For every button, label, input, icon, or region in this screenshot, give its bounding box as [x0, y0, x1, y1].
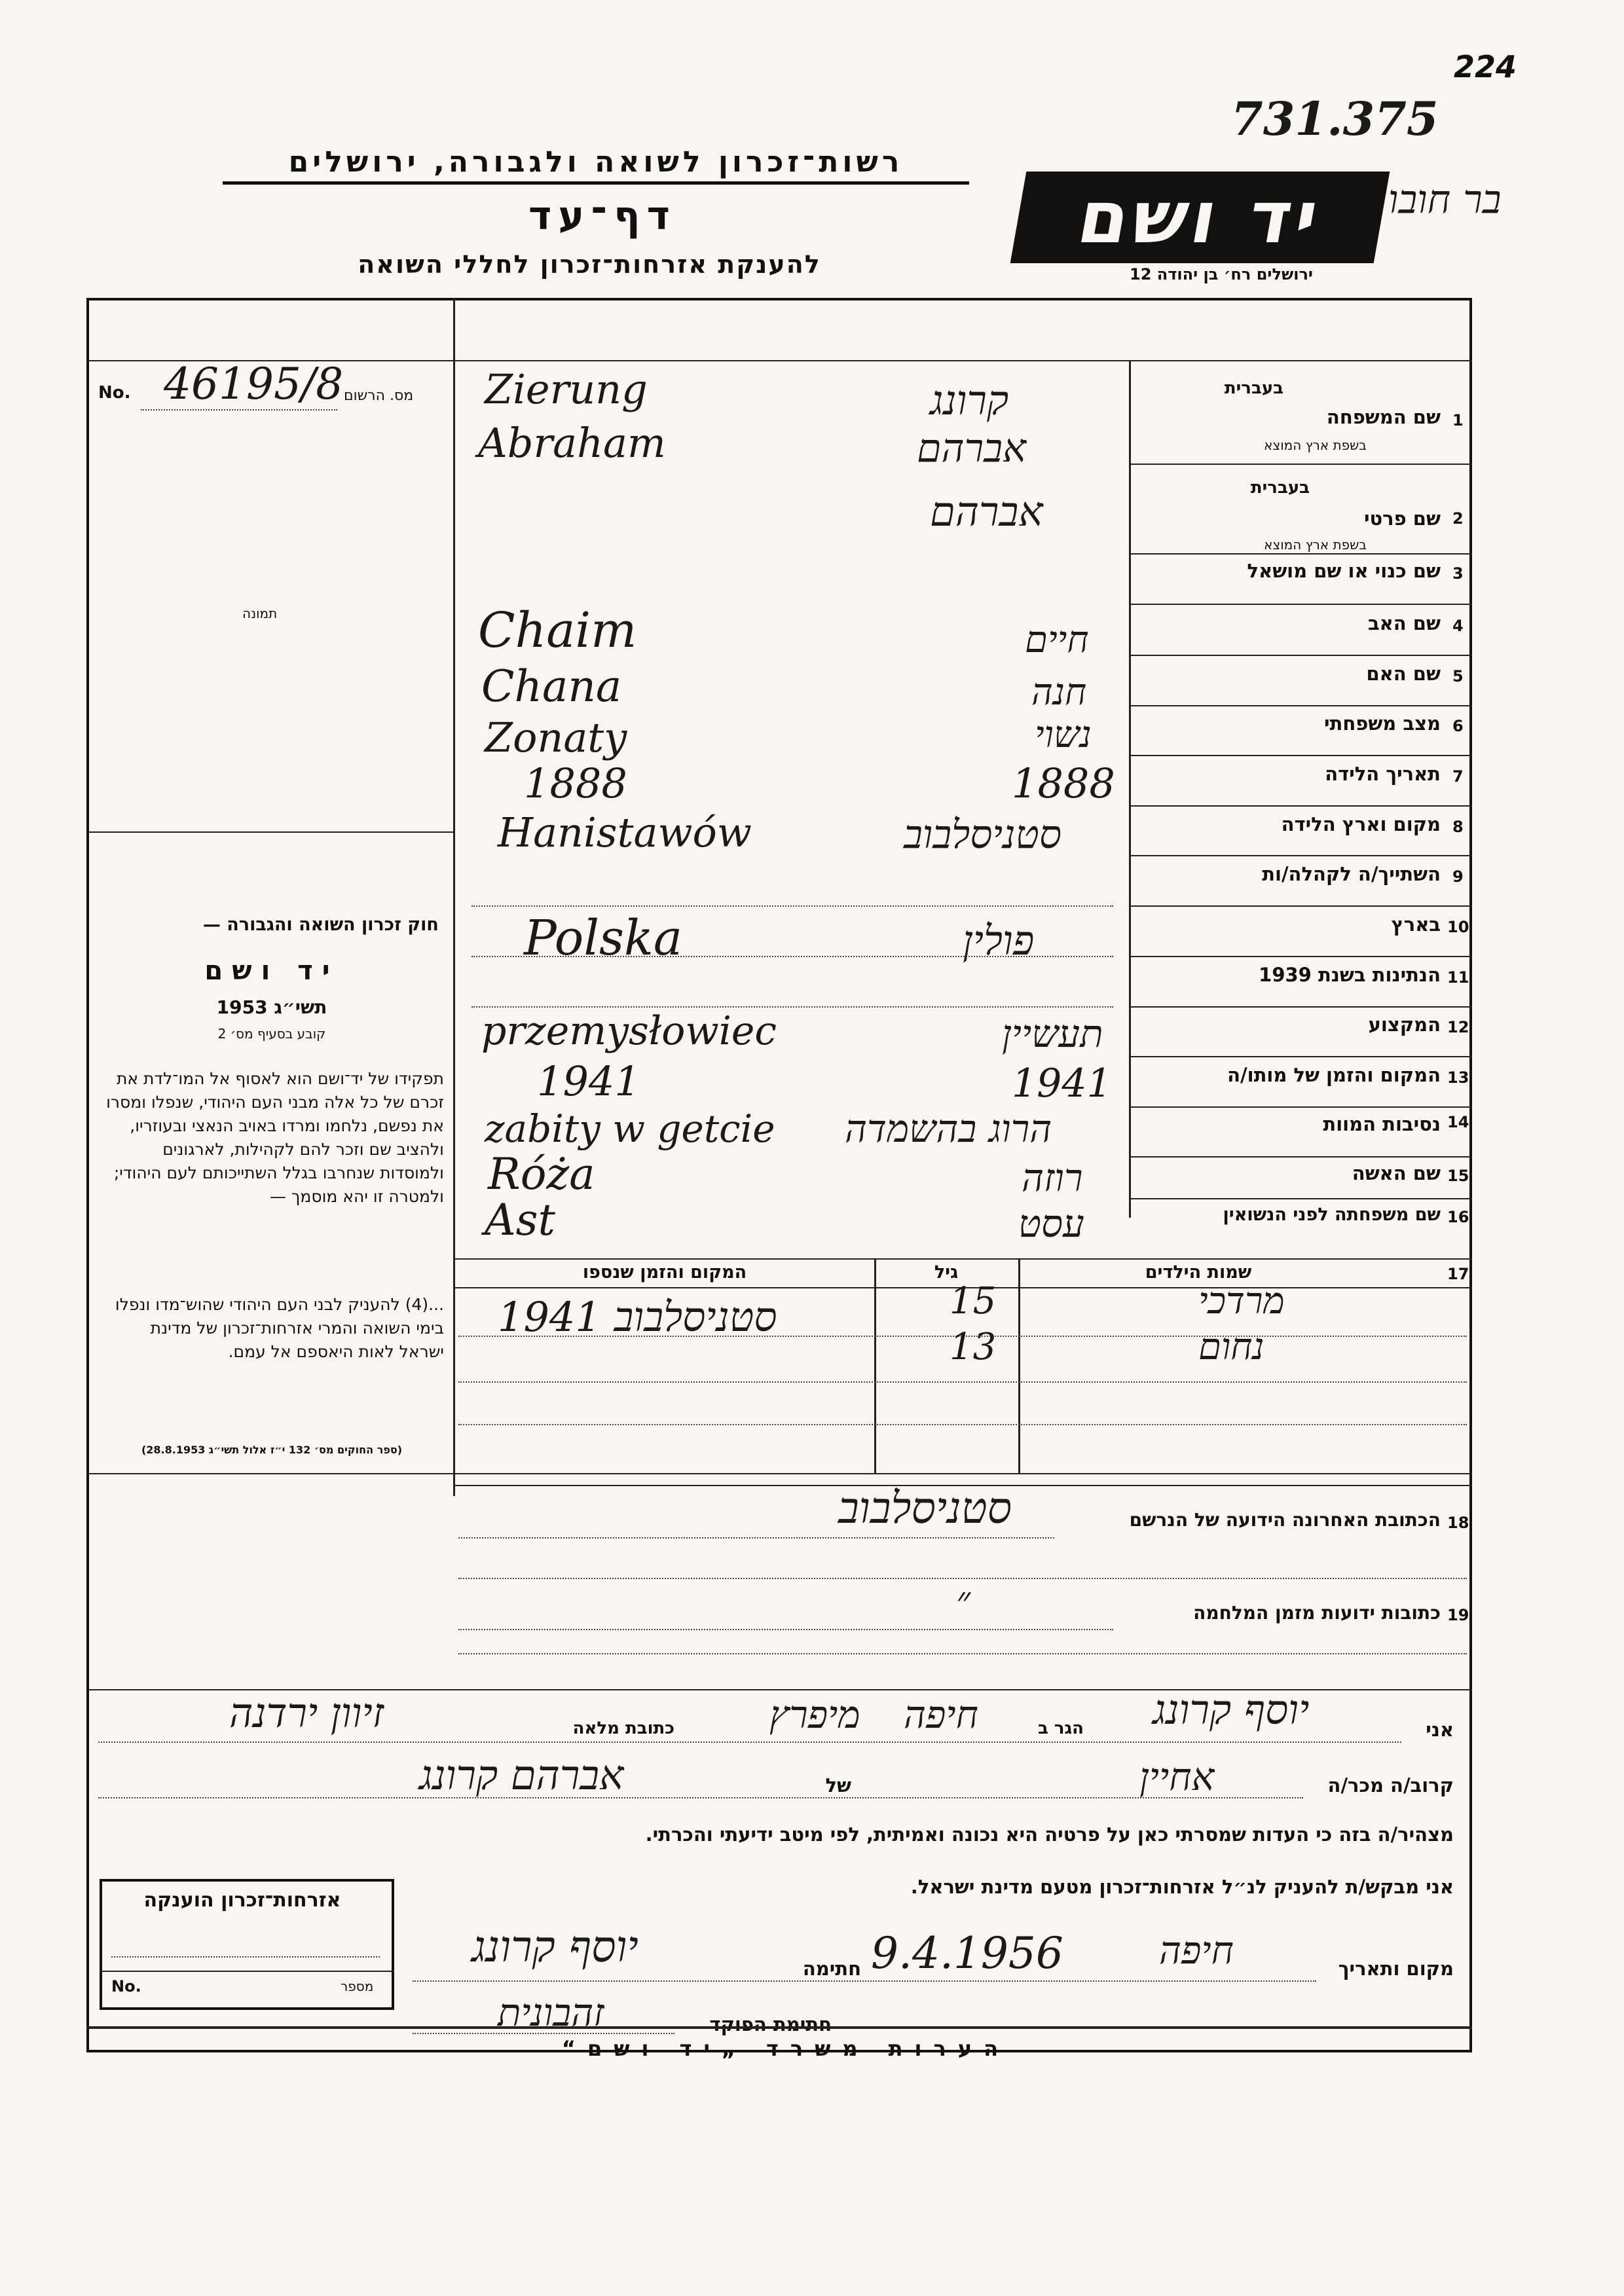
row-rule [1129, 705, 1472, 706]
label-origin-lang-2: בשפת ארץ המוצא [1264, 537, 1367, 553]
marital-hebrew: נשוי [1035, 714, 1092, 756]
circumstances-hebrew: הרוג בהשמדה [845, 1106, 1052, 1151]
row-number: 1 [1452, 411, 1464, 429]
decl-name-value: יוסף קרונג [1153, 1686, 1310, 1734]
row-number: 11 [1447, 968, 1469, 987]
circumstances-latin: zabity w getcie [485, 1106, 775, 1151]
fill-line [98, 1741, 1401, 1743]
law-org: יד ושם [204, 956, 339, 986]
fill-line [471, 905, 1113, 907]
birth-place-hebrew: סטניסלבוב [904, 812, 1061, 858]
law-body: תפקידו של יד־ושם הוא לאסוף אל המו־לדת את זכרם של כל אלה מבני העם היהודי, שנפלו ומסרו את נפשם, נלחמו ומרדו באויב הנאצי ובעוזריו, ולהציב שם וזכר להם לקהילות, לארגונים ולמוסדות שנחרבו בגלל השתייכותם לעם היהודי; ולמטרה זו יהא מוסמך — [106, 1069, 444, 1206]
label-father-name: שם האב [1367, 612, 1441, 634]
label-profession: המקצוע [1368, 1013, 1441, 1036]
label-death-circumstances: נסיבות המוות [1323, 1113, 1441, 1135]
first-name-hebrew-2: אברהם [930, 488, 1043, 536]
decl-relative: קרוב/ה מכר/ה [1327, 1774, 1454, 1796]
citizenship-title: אזרחות־זכרון הוענקה [143, 1889, 341, 1912]
reg-no-label: No. [98, 383, 131, 403]
row-number: 19 [1447, 1606, 1469, 1624]
photo-label: תמונה [242, 606, 278, 621]
fill-line [413, 1980, 1316, 1982]
row-rule [1129, 855, 1472, 856]
decl-dweller: הגר ב [1037, 1719, 1084, 1738]
decl-city-value: חיפה [904, 1692, 978, 1737]
profession-hebrew: תעשיין [1002, 1011, 1103, 1056]
label-in-country: בארץ [1391, 913, 1441, 936]
row-number: 16 [1447, 1208, 1469, 1226]
profession-latin: przemysłowiec [481, 1008, 777, 1054]
citizenship-rule [100, 1971, 394, 1972]
row-rule [1129, 1198, 1472, 1199]
label-family-name: שם המשפחה [1326, 406, 1441, 428]
children-col-divider [1018, 1258, 1020, 1473]
row-rule [1129, 1156, 1472, 1157]
citizenship-number-label: מספר [341, 1978, 374, 1994]
law-clause4: ...(4) להעניק לבני העם היהודי שהוש־מדו ונפלו בימי השואה והמרי אזרחות־זכרון של מדינת ישראל לאות היאספם אל עמם. [115, 1295, 444, 1361]
label-mother-name: שם האם [1366, 663, 1441, 685]
row-number: 2 [1452, 509, 1464, 528]
row-rule [1129, 655, 1472, 656]
decl-affirm: מצהיר/ה בזה כי העדות שמסרתי כאן על פרטיה היא נכונה ואמיתית, לפי מיטב ידיעתי והכרתי. [645, 1823, 1454, 1846]
child-name: מרדכי [1198, 1280, 1285, 1322]
row-rule [1129, 956, 1472, 957]
corner-number: 224 [1454, 49, 1517, 84]
country-hebrew: פולין [963, 917, 1035, 964]
fill-line [458, 1653, 1467, 1654]
form-title: דף־עד [528, 193, 676, 239]
row-number: 7 [1452, 767, 1464, 786]
fill-line [458, 1629, 1113, 1630]
death-latin: 1941 [537, 1057, 640, 1105]
row-number: 4 [1452, 617, 1464, 635]
row-number: 9 [1452, 867, 1464, 886]
child-name: נחום [1198, 1326, 1264, 1368]
org-name: רשות־זכרון לשואה ולגבורה, ירושלים [223, 145, 969, 185]
reg-label: מס. הרשום [344, 388, 414, 404]
last-address-value: סטניסלבוב [838, 1483, 1012, 1533]
row-number: 14 [1447, 1113, 1469, 1131]
row-number: 12 [1447, 1018, 1469, 1036]
row-number: 15 [1447, 1167, 1469, 1185]
row-number: 3 [1452, 564, 1464, 583]
row-rule [1129, 604, 1472, 605]
row-rule [454, 1258, 1472, 1260]
first-name-hebrew: אברהם [917, 426, 1026, 471]
margin-note: בר חובו [1388, 177, 1502, 223]
row-number: 17 [1447, 1265, 1469, 1283]
label-residence-1939: הנתינות בשנת 1939 [1259, 964, 1441, 986]
first-name-latin: Abraham [478, 419, 666, 467]
photo-bottom-rule [86, 831, 454, 833]
birth-date-hebrew: 1888 [1012, 759, 1115, 807]
law-clause: קובע בסעיף מס׳ 2 [217, 1026, 326, 1042]
birth-date-latin: 1888 [524, 759, 627, 807]
address: ירושלים רח׳ בן יהודה 12 [1130, 265, 1313, 283]
decl-full-address-value: זיוון ירדנה [229, 1689, 384, 1737]
reg-dots [141, 409, 337, 410]
decl-relative-of-value: אברהם קרונג [419, 1751, 624, 1799]
row-number: 18 [1447, 1514, 1469, 1532]
maiden-hebrew: עסט [1018, 1201, 1084, 1246]
death-hebrew: 1941 [1012, 1061, 1112, 1106]
maiden-latin: Ast [485, 1195, 556, 1245]
label-war-addresses: כתובות ידועות מזמן המלחמה [1193, 1602, 1441, 1624]
law-year: תשי״ג 1953 [216, 996, 327, 1018]
decl-place-date-label: מקום ותאריך [1338, 1958, 1454, 1980]
label-in-hebrew-2: בעברית [1250, 478, 1310, 498]
label-birth-date: תאריך הלידה [1325, 763, 1441, 785]
label-nickname: שם כנוי או שם מושאל [1247, 560, 1441, 582]
row-rule [1129, 464, 1472, 465]
row-rule [1129, 805, 1472, 807]
decl-ani: אני [1426, 1719, 1454, 1741]
label-first-name: שם פרטי [1363, 507, 1441, 530]
child-age: 15 [950, 1280, 997, 1322]
mother-name-hebrew: חנה [1031, 671, 1087, 714]
row-number: 10 [1447, 918, 1469, 936]
children-place-header: המקום והזמן שנספו [582, 1262, 747, 1283]
law-bottom-rule [86, 1473, 1472, 1474]
family-name-latin: Zierung [485, 365, 648, 413]
decl-date-value: 9.4.1956 [871, 1928, 1063, 1978]
fill-line [111, 1956, 380, 1958]
label-community: השתייך/ה לקהלה/ות [1262, 863, 1441, 885]
decl-address-value: מיפרץ [769, 1692, 860, 1737]
decl-place-value: חיפה [1159, 1928, 1234, 1973]
wife-hebrew: רוזה [1022, 1156, 1083, 1200]
form-subtitle: להענקת אזרחות־זכרון לחללי השואה [358, 250, 821, 279]
footer-remarks: הערות משרד „יד ושם“ [561, 2036, 1010, 2061]
label-column-divider [1129, 360, 1131, 1218]
row-number: 8 [1452, 818, 1464, 836]
fill-line [98, 1797, 1303, 1798]
yad-vashem-logo: יד ושם [1010, 172, 1390, 263]
father-name-latin: Chaim [478, 602, 637, 659]
law-source: (ספר החוקים מס׳ 132 י״ז אלול תשי״ג 28.8.1953) [141, 1444, 403, 1456]
row-rule [1129, 755, 1472, 756]
label-in-hebrew-1: בעברית [1224, 378, 1283, 398]
fill-line [471, 1006, 1113, 1008]
footer-rule [86, 2026, 1472, 2029]
stamp-number: 731.375 [1231, 92, 1439, 146]
child-place-time: 1941 סטניסלבוב [498, 1293, 777, 1341]
country-latin: Polska [524, 910, 682, 966]
row-rule [1129, 1106, 1472, 1108]
row-number: 6 [1452, 717, 1464, 735]
decl-signature-value: יוסף קרונג [471, 1922, 638, 1972]
label-death-place-time: המקום והזמן של מותו/ה [1227, 1064, 1441, 1086]
children-age-header: גיל [934, 1262, 959, 1283]
family-name-hebrew: קרונג [930, 376, 1009, 424]
label-origin-lang-1: בשפת ארץ המוצא [1264, 437, 1367, 453]
fill-line [413, 2033, 674, 2034]
row-rule [1129, 553, 1472, 555]
children-names-header: שמות הילדים [1145, 1262, 1252, 1283]
children-row-line [458, 1424, 1467, 1425]
war-addresses-value: ״ [956, 1578, 971, 1622]
decl-officer-label: חתימת הפוקד [709, 2013, 832, 2035]
child-age: 13 [950, 1326, 997, 1368]
decl-of: של [825, 1774, 851, 1796]
decl-officer-value: זהבונית [498, 1990, 604, 2035]
wife-latin: Róża [488, 1149, 595, 1199]
law-title: חוק זכרון השואה והגבורה — [202, 915, 439, 935]
label-birth-place: מקום וארץ הלידה [1281, 813, 1441, 835]
label-last-address: הכתובת האחרונה הידועה של הנרשם [1129, 1509, 1441, 1531]
decl-signature-label: חתימה [802, 1958, 861, 1980]
row-rule [1129, 1006, 1472, 1008]
decl-request: אני מבקש/ת להעניק לנ״ל אזרחות־זכרון מטעם מדינת ישראל. [910, 1876, 1454, 1898]
decl-relation-value: אחיין [1139, 1755, 1215, 1799]
label-wife-name: שם האשה [1352, 1162, 1441, 1184]
row-rule [1129, 905, 1472, 907]
fill-line [458, 1537, 1054, 1539]
row-rule [1129, 1056, 1472, 1057]
label-marital-status: מצב משפחתי [1323, 712, 1441, 735]
marital-latin: Zonaty [485, 714, 627, 761]
row-number: 5 [1452, 667, 1464, 685]
label-maiden-name: שם משפחתה לפני הנשואין [1223, 1205, 1441, 1225]
citizenship-no: No. [111, 1977, 141, 1995]
left-column-divider [453, 298, 455, 1496]
reg-number: 46195/8 [164, 359, 344, 409]
decl-full-address: כתובת מלאה [572, 1719, 674, 1738]
children-col-divider [874, 1258, 876, 1473]
father-name-hebrew: חיים [1025, 619, 1089, 661]
row-number: 13 [1447, 1068, 1469, 1087]
mother-name-latin: Chana [481, 661, 622, 712]
children-row-line [458, 1381, 1467, 1383]
birth-place-latin: Hanistawów [498, 809, 752, 856]
